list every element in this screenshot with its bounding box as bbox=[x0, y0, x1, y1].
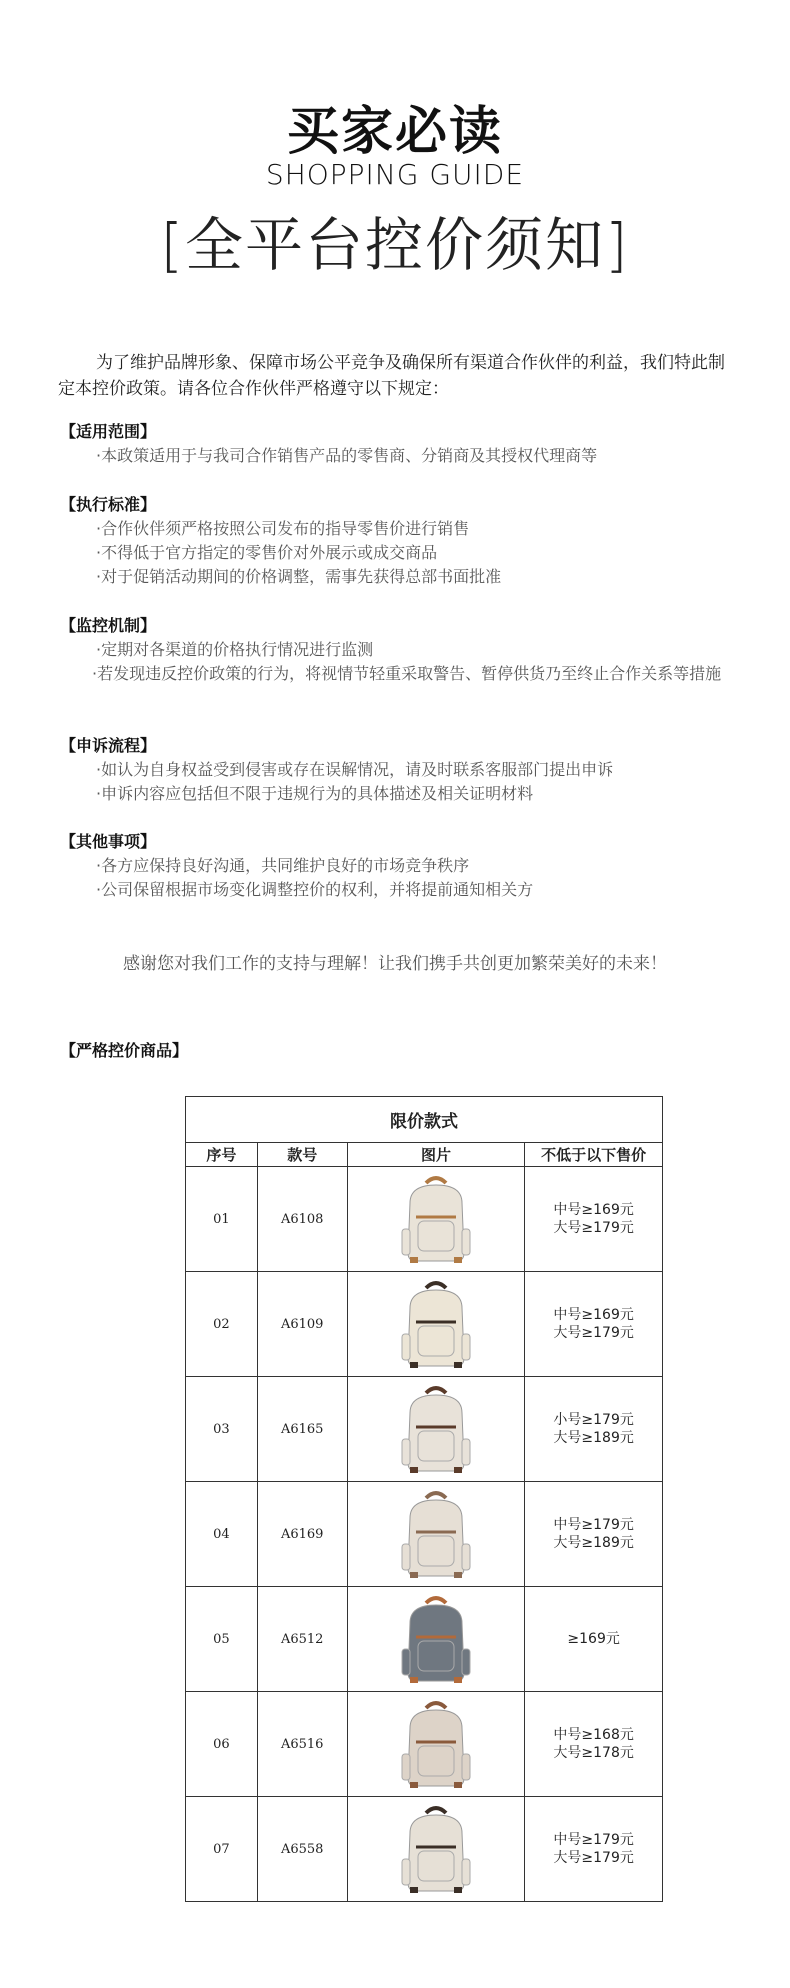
row-number: 06 bbox=[186, 1692, 258, 1797]
table-row bbox=[186, 1692, 663, 1797]
section-title: 【执行标准】 bbox=[60, 495, 157, 514]
price-line: 大号≥189元 bbox=[553, 1535, 634, 1551]
row-code: A6108 bbox=[257, 1167, 347, 1272]
price-line: 中号≥179元 bbox=[553, 1832, 634, 1848]
section-item: ·本政策适用于与我司合作销售产品的零售商、分销商及其授权代理商等 bbox=[96, 446, 598, 465]
price-table bbox=[185, 1096, 663, 1902]
section-title: 【监控机制】 bbox=[60, 616, 157, 635]
title-cn: 买家必读 bbox=[286, 102, 503, 162]
price-line: 大号≥179元 bbox=[553, 1220, 634, 1236]
backpack-icon bbox=[396, 1173, 476, 1265]
row-price bbox=[525, 1272, 663, 1377]
backpack-icon bbox=[396, 1383, 476, 1475]
row-code: A6169 bbox=[257, 1482, 347, 1587]
row-number: 02 bbox=[186, 1272, 258, 1377]
row-price bbox=[525, 1167, 663, 1272]
table-row bbox=[186, 1377, 663, 1482]
backpack-icon bbox=[396, 1803, 476, 1895]
section-item: ·各方应保持良好沟通，共同维护良好的市场竞争秩序 bbox=[96, 856, 470, 875]
row-number: 04 bbox=[186, 1482, 258, 1587]
backpack-icon bbox=[396, 1488, 476, 1580]
row-image bbox=[347, 1167, 525, 1272]
price-line: 大号≥178元 bbox=[553, 1745, 634, 1761]
section-standard bbox=[60, 493, 740, 589]
section-item: ·公司保留根据市场变化调整控价的权利，并将提前通知相关方 bbox=[96, 880, 534, 899]
section-monitor bbox=[60, 614, 740, 686]
table-row bbox=[186, 1797, 663, 1902]
header-no: 序号 bbox=[186, 1143, 258, 1167]
row-price bbox=[525, 1797, 663, 1902]
backpack-icon bbox=[396, 1593, 476, 1685]
row-code: A6512 bbox=[257, 1587, 347, 1692]
row-code: A6558 bbox=[257, 1797, 347, 1902]
strict-products-title: 【严格控价商品】 bbox=[60, 1041, 189, 1060]
price-line: 中号≥168元 bbox=[553, 1727, 634, 1743]
price-line: 中号≥169元 bbox=[553, 1202, 634, 1218]
header-price: 不低于以下售价 bbox=[525, 1143, 663, 1167]
row-price bbox=[525, 1377, 663, 1482]
table-row bbox=[186, 1587, 663, 1692]
backpack-icon bbox=[396, 1698, 476, 1790]
row-image bbox=[347, 1797, 525, 1902]
price-line: 大号≥179元 bbox=[553, 1850, 634, 1866]
section-item: ·不得低于官方指定的零售价对外展示或成交商品 bbox=[96, 543, 438, 562]
section-item: ·对于促销活动期间的价格调整，需事先获得总部书面批准 bbox=[96, 567, 502, 586]
section-item: ·申诉内容应包括但不限于违规行为的具体描述及相关证明材料 bbox=[96, 784, 534, 803]
table-caption: 限价款式 bbox=[186, 1097, 663, 1143]
section-title: 【适用范围】 bbox=[60, 422, 157, 441]
row-number: 03 bbox=[186, 1377, 258, 1482]
section-item: ·合作伙伴须严格按照公司发布的指导零售价进行销售 bbox=[96, 519, 470, 538]
row-price bbox=[525, 1587, 663, 1692]
header-image: 图片 bbox=[347, 1143, 525, 1167]
header-code: 款号 bbox=[257, 1143, 347, 1167]
row-image bbox=[347, 1692, 525, 1797]
table-row bbox=[186, 1482, 663, 1587]
row-number: 07 bbox=[186, 1797, 258, 1902]
section-scope bbox=[60, 420, 740, 468]
backpack-icon bbox=[396, 1278, 476, 1370]
section-item: ·如认为自身权益受到侵害或存在误解情况，请及时联系客服部门提出申诉 bbox=[96, 760, 614, 779]
section-item: ·定期对各渠道的价格执行情况进行监测 bbox=[96, 640, 374, 659]
intro-paragraph: 为了维护品牌形象、保障市场公平竞争及确保所有渠道合作伙伴的利益，我们特此制定本控价政策。请各位合作伙伴严格遵守以下规定： bbox=[58, 353, 725, 399]
table-row bbox=[186, 1167, 663, 1272]
section-item: ·若发现违反控价政策的行为，将视情节轻重采取警告、暂停供货乃至终止合作关系等措施 bbox=[92, 664, 722, 683]
section-title: 【其他事项】 bbox=[60, 832, 157, 851]
table-row bbox=[186, 1272, 663, 1377]
row-code: A6109 bbox=[257, 1272, 347, 1377]
row-code: A6516 bbox=[257, 1692, 347, 1797]
row-price bbox=[525, 1692, 663, 1797]
price-line: 小号≥179元 bbox=[553, 1412, 634, 1428]
subtitle: [全平台控价须知] bbox=[160, 211, 630, 279]
price-line: ≥169元 bbox=[567, 1631, 620, 1647]
row-image bbox=[347, 1272, 525, 1377]
row-image bbox=[347, 1482, 525, 1587]
row-image bbox=[347, 1587, 525, 1692]
price-line: 中号≥169元 bbox=[553, 1307, 634, 1323]
row-number: 05 bbox=[186, 1587, 258, 1692]
row-price bbox=[525, 1482, 663, 1587]
title-en: SHOPPING GUIDE bbox=[265, 158, 525, 191]
section-other bbox=[60, 830, 740, 902]
row-code: A6165 bbox=[257, 1377, 347, 1482]
row-image bbox=[347, 1377, 525, 1482]
price-line: 大号≥179元 bbox=[553, 1325, 634, 1341]
price-line: 大号≥189元 bbox=[553, 1430, 634, 1446]
price-line: 中号≥179元 bbox=[553, 1517, 634, 1533]
row-number: 01 bbox=[186, 1167, 258, 1272]
section-title: 【申诉流程】 bbox=[60, 736, 157, 755]
section-appeal bbox=[60, 734, 740, 806]
thanks-text: 感谢您对我们工作的支持与理解！让我们携手共创更加繁荣美好的未来！ bbox=[123, 954, 667, 974]
